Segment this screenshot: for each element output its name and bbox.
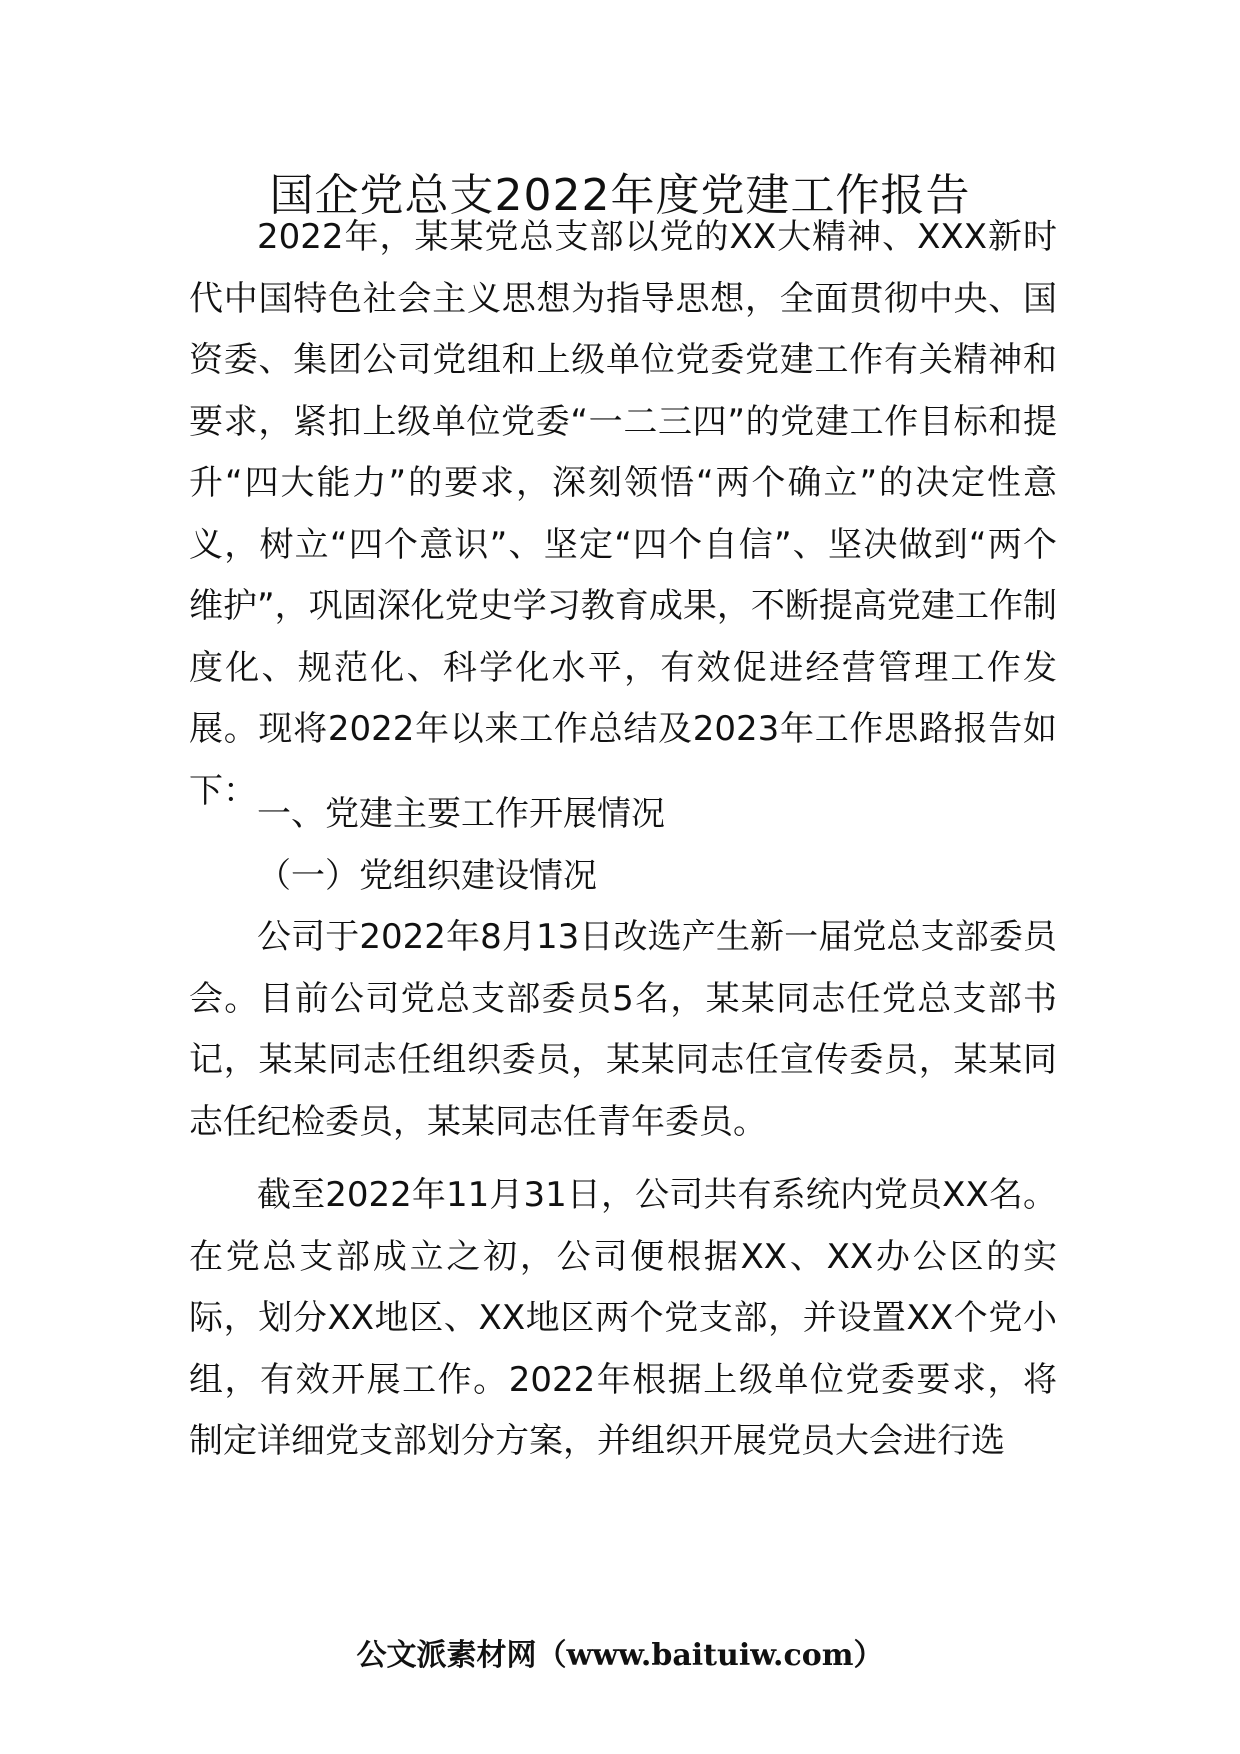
document-title: 国企党总支2022年度党建工作报告: [269, 170, 971, 221]
subsection-heading-1: （一）党组织建设情况: [257, 856, 597, 896]
intro-paragraph: 2022年，某某党总支部以党的XX大精神、XXX新时代中国特色社会主义思想为指导思想，全面贯彻中央、国资委、集团公司党组和上级单位党委党建工作有关精神和要求，紧扣上级单位党委“一二三四”的党建工作目标和提升“四大能力”的要求，深刻领悟“两个确立”的决定性意义，树立“四个意识”、坚定“四个自信”、坚决做到“两个维护”，巩固深化党史学习教育成果，不断提高党建工作制度化、规范化、科学化水平，有效促进经营管理工作发展。现将2022年以来工作总结及2023年工作思路报告如下：: [189, 217, 1057, 811]
section-heading-1: 一、党建主要工作开展情况: [257, 794, 665, 834]
party-committee-paragraph: 公司于2022年8月13日改选产生新一届党总支部委员会。目前公司党总支部委员5名，某某同志任党总支部书记，某某同志任组织委员，某某同志任宣传委员，某某同志任纪检委员，某某同志任青年委员。: [189, 917, 1057, 1142]
party-members-paragraph: 截至2022年11月31日，公司共有系统内党员XX名。在党总支部成立之初，公司便根据XX、XX办公区的实际，划分XX地区、XX地区两个党支部，并设置XX个党小组，有效开展工作。2022年根据上级单位党委要求，将制定详细党支部划分方案，并组织开展党员大会进行选: [189, 1175, 1057, 1461]
watermark-footer: 公文派素材网（www.baituiw.com）: [356, 1638, 884, 1673]
